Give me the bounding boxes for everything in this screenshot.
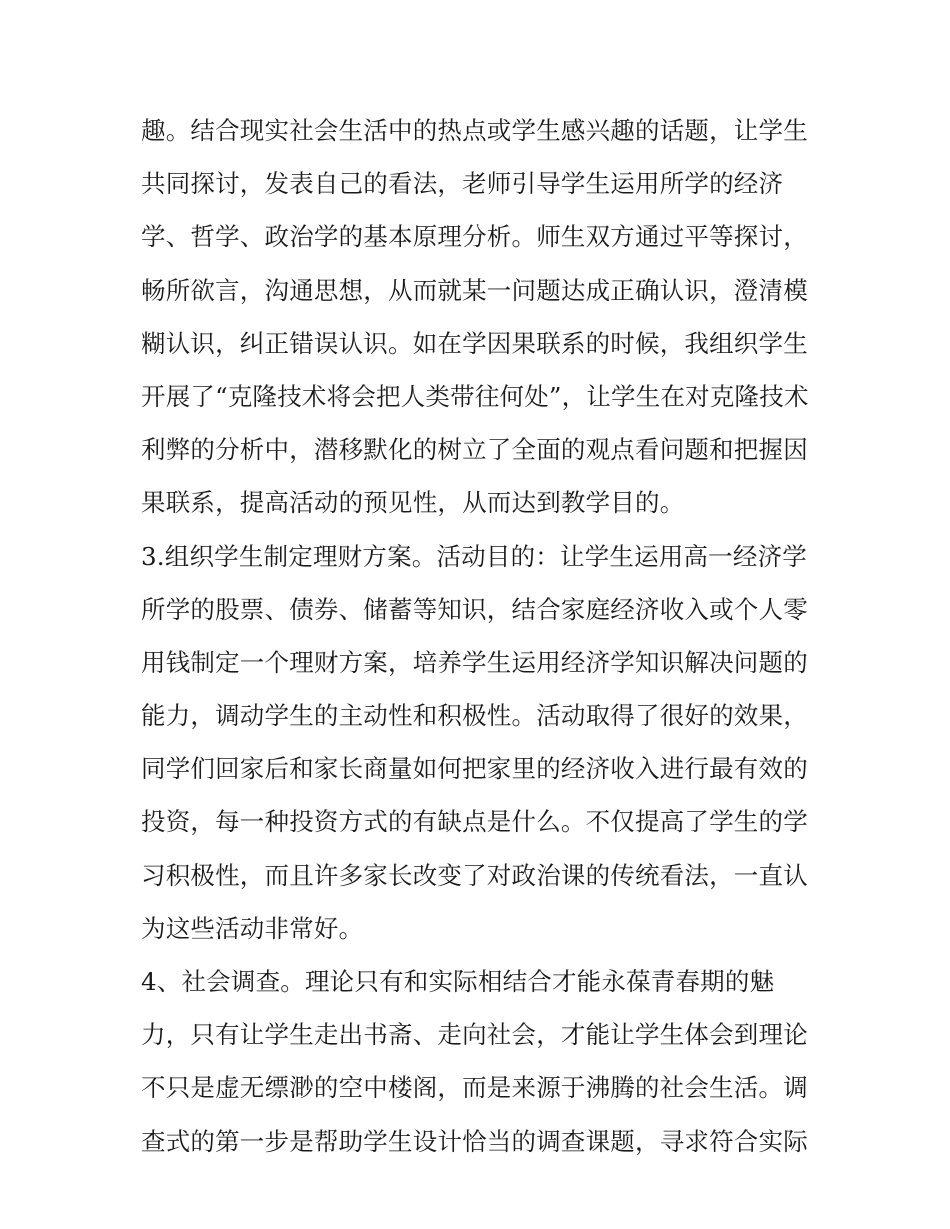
text-line: 利弊的分析中，潜移默化的树立了全面的观点看问题和把握因 [141, 435, 808, 465]
text-line: 开展了“克隆技术将会把人类带往何处”，让学生在对克隆技术 [141, 381, 809, 411]
text-line: 查式的第一步是帮助学生设计恰当的调查课题，寻求符合实际 [141, 1126, 808, 1156]
text-line: 习积极性，而且许多家长改变了对政治课的传统看法，一直认 [141, 860, 808, 890]
text-line: 糊认识，纠正错误认识。如在学因果联系的时候，我组织学生 [141, 328, 808, 358]
text-line: 同学们回家后和家长商量如何把家里的经济收入进行最有效的 [141, 754, 808, 784]
text-line: 投资，每一种投资方式的有缺点是什么。不仅提高了学生的学 [141, 807, 808, 837]
text-line: 学、哲学、政治学的基本原理分析。师生双方通过平等探讨， [141, 222, 808, 252]
text-line: 畅所欲言，沟通思想，从而就某一问题达成正确认识，澄清模 [141, 275, 808, 305]
body-text [141, 108, 821, 1172]
text-line: 能力，调动学生的主动性和积极性。活动取得了很好的效果， [141, 701, 808, 731]
text-line: 不只是虚无缥渺的空中楼阁，而是来源于沸腾的社会生活。调 [141, 1073, 808, 1103]
text-line: 果联系，提高活动的预见性，从而达到教学目的。 [141, 488, 685, 518]
text-line: 4、社会调查。理论只有和实际相结合才能永葆青春期的魅 [141, 967, 775, 996]
text-line: 力，只有让学生走出书斋、走向社会，才能让学生体会到理论 [141, 1020, 808, 1050]
text-line: 用钱制定一个理财方案，培养学生运用经济学知识解决问题的 [141, 647, 808, 677]
text-line: 为这些活动非常好。 [141, 913, 364, 943]
text-line: 共同探讨，发表自己的看法，老师引导学生运用所学的经济 [141, 169, 784, 199]
text-line: 趣。结合现实社会生活中的热点或学生感兴趣的话题，让学生 [141, 116, 808, 145]
text-line: 所学的股票、债券、储蓄等知识，结合家庭经济收入或个人零 [141, 594, 808, 624]
text-line: 3.组织学生制定理财方案。活动目的：让学生运用高一经济学 [141, 541, 807, 571]
